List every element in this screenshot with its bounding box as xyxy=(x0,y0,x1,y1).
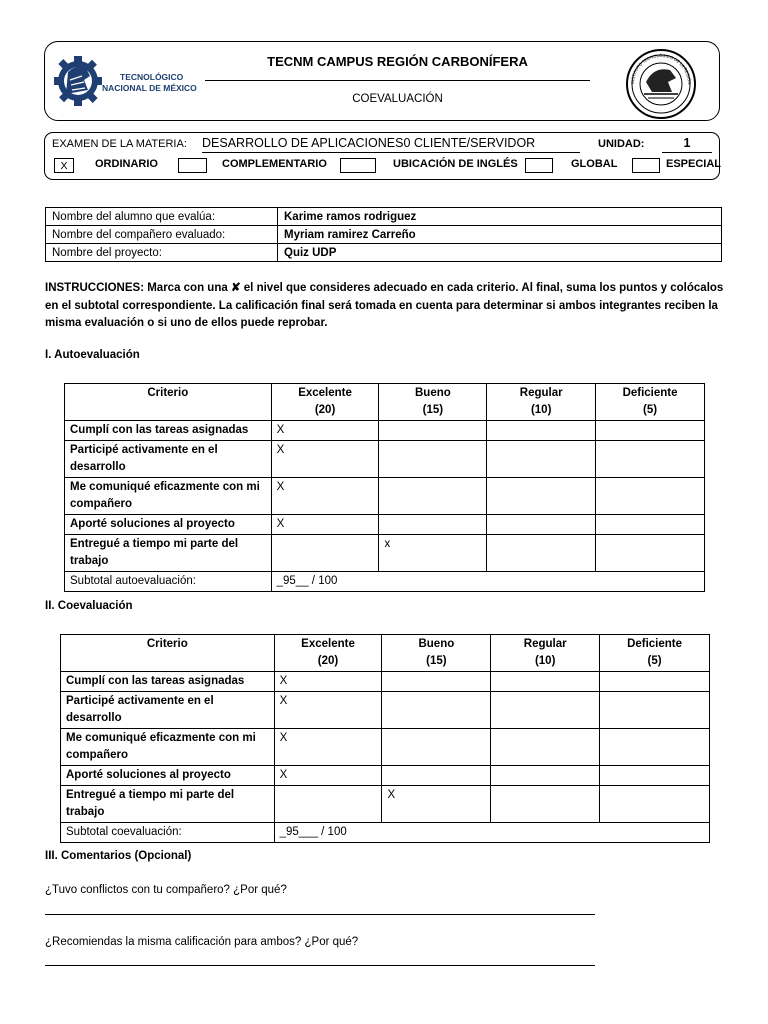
table-header-row xyxy=(61,635,710,672)
info-label: Nombre del proyecto: xyxy=(46,244,278,262)
ordinario-label: ORDINARIO xyxy=(95,158,158,170)
especial-label: ESPECIAL xyxy=(666,158,722,170)
table-row xyxy=(61,672,710,692)
question-same-grade: ¿Recomiendas la misma calificación para ambos? ¿Por qué? xyxy=(45,936,359,948)
self-eval-title: I. Autoevaluación xyxy=(45,349,140,361)
self-eval-table xyxy=(64,383,705,592)
unit-value: 1 xyxy=(683,136,691,150)
column-header: Deficiente (5) xyxy=(596,384,705,421)
rating-cell[interactable] xyxy=(600,729,710,766)
complementario-checkbox[interactable] xyxy=(178,158,207,173)
rating-cell[interactable] xyxy=(382,672,491,692)
institution-seal xyxy=(624,48,698,120)
rating-cell[interactable] xyxy=(274,786,382,823)
table-row xyxy=(61,786,710,823)
rating-cell[interactable] xyxy=(491,766,600,786)
ubicacion-ingles-checkbox[interactable] xyxy=(340,158,376,173)
column-header: Deficiente (5) xyxy=(600,635,710,672)
criterion-cell: Participé activamente en el desarrollo xyxy=(61,692,275,729)
global-checkbox[interactable] xyxy=(525,158,553,173)
rating-cell[interactable] xyxy=(382,766,491,786)
logo-text-line1: TECNOLÓGICO xyxy=(120,72,184,82)
table-row xyxy=(61,692,710,729)
rating-cell[interactable] xyxy=(600,766,710,786)
rating-cell[interactable] xyxy=(596,421,705,441)
rating-cell[interactable]: X xyxy=(274,692,382,729)
rating-cell[interactable] xyxy=(382,729,491,766)
especial-checkbox[interactable] xyxy=(632,158,660,173)
rating-cell[interactable] xyxy=(382,692,491,729)
table-row xyxy=(46,226,722,244)
rating-cell[interactable] xyxy=(379,478,487,515)
rating-cell[interactable] xyxy=(379,421,487,441)
table-row xyxy=(65,421,705,441)
table-row xyxy=(65,441,705,478)
rating-cell[interactable]: X xyxy=(274,729,382,766)
table-row xyxy=(65,478,705,515)
column-header: Criterio xyxy=(61,635,275,672)
rating-cell[interactable]: X xyxy=(271,441,379,478)
table-row xyxy=(46,244,722,262)
rating-cell[interactable] xyxy=(596,478,705,515)
rating-cell[interactable]: X xyxy=(271,515,379,535)
rating-cell[interactable] xyxy=(596,535,705,572)
rating-cell[interactable]: X xyxy=(271,478,379,515)
instructions-part2: el nivel que consideres adecuado en cada criterio. Al final, suma los puntos y colócalos en el subtotal correspondiente. La calificación final será tomada en cuenta para determinar si ambos integrantes reciben la misma evaluación o si uno de ellos puede reprobar. xyxy=(45,282,724,329)
ordinario-checkbox[interactable]: X xyxy=(54,158,74,173)
seal-text: INSTITUTO TECNOLÓGICO DE LA REGIÓN xyxy=(629,52,693,85)
table-row xyxy=(65,515,705,535)
peer-eval-table xyxy=(60,634,710,843)
info-label: Nombre del compañero evaluado: xyxy=(46,226,278,244)
exam-subject: DESARROLLO DE APLICACIONES0 CLIENTE/SERVIDOR xyxy=(202,136,536,150)
criterion-cell: Aporté soluciones al proyecto xyxy=(61,766,275,786)
rating-cell[interactable] xyxy=(600,692,710,729)
criterion-cell: Me comuniqué eficazmente con mi compañero xyxy=(61,729,275,766)
peer-subtotal-value[interactable]: _95___ / 100 xyxy=(274,823,709,843)
rating-cell[interactable] xyxy=(491,786,600,823)
rating-cell[interactable] xyxy=(487,478,596,515)
rating-cell[interactable] xyxy=(600,786,710,823)
criterion-cell: Aporté soluciones al proyecto xyxy=(65,515,272,535)
rating-cell[interactable] xyxy=(596,441,705,478)
answer-line-conflicts[interactable] xyxy=(45,914,595,915)
rating-cell[interactable] xyxy=(600,672,710,692)
school-name: TECNM CAMPUS REGIÓN CARBONÍFERA xyxy=(267,54,528,69)
unit-label: UNIDAD: xyxy=(598,138,645,150)
peer-eval-title: II. Coevaluación xyxy=(45,600,133,612)
rating-cell[interactable] xyxy=(491,692,600,729)
evaluator-name[interactable]: Karime ramos rodriguez xyxy=(278,208,722,226)
table-row xyxy=(46,208,722,226)
unit-underline xyxy=(662,152,712,153)
table-row xyxy=(61,766,710,786)
table-row xyxy=(65,535,705,572)
subject-underline xyxy=(202,152,580,153)
column-header: Regular (10) xyxy=(491,635,600,672)
global-label: GLOBAL xyxy=(571,158,618,170)
logo-text-line2: NACIONAL DE MÉXICO xyxy=(102,83,197,93)
rating-cell[interactable]: X xyxy=(274,672,382,692)
column-header: Criterio xyxy=(65,384,272,421)
column-header: Bueno (15) xyxy=(382,635,491,672)
project-name[interactable]: Quiz UDP xyxy=(278,244,722,262)
criterion-cell: Participé activamente en el desarrollo xyxy=(65,441,272,478)
criterion-cell: Cumplí con las tareas asignadas xyxy=(65,421,272,441)
column-header: Excelente (20) xyxy=(271,384,379,421)
exam-label: EXAMEN DE LA MATERIA: xyxy=(52,138,187,150)
info-label: Nombre del alumno que evalúa: xyxy=(46,208,278,226)
student-info-table xyxy=(45,207,722,262)
rating-cell[interactable] xyxy=(487,535,596,572)
tecnm-logo xyxy=(54,50,199,112)
complementario-label: COMPLEMENTARIO xyxy=(222,158,327,170)
rating-cell[interactable] xyxy=(379,441,487,478)
column-header: Excelente (20) xyxy=(274,635,382,672)
rating-cell[interactable]: x xyxy=(379,535,487,572)
rating-cell[interactable] xyxy=(596,515,705,535)
criterion-cell: Cumplí con las tareas asignadas xyxy=(61,672,275,692)
header-rule xyxy=(205,80,590,81)
comments-title: III. Comentarios (Opcional) xyxy=(45,850,192,862)
subtotal-row xyxy=(61,823,710,843)
rating-cell[interactable] xyxy=(487,421,596,441)
rating-cell[interactable]: X xyxy=(274,766,382,786)
rating-cell[interactable] xyxy=(491,729,600,766)
subtotal-row xyxy=(65,572,705,592)
self-subtotal-value[interactable]: _95__ / 100 xyxy=(271,572,704,592)
ubicacion-ingles-label: UBICACIÓN DE INGLÉS xyxy=(393,158,518,170)
subtotal-label: Subtotal coevaluación: xyxy=(61,823,275,843)
question-conflicts: ¿Tuvo conflictos con tu compañero? ¿Por qué? xyxy=(45,884,287,896)
table-header-row xyxy=(65,384,705,421)
column-header: Bueno (15) xyxy=(379,384,487,421)
rating-cell[interactable]: X xyxy=(271,421,379,441)
subtotal-label: Subtotal autoevaluación: xyxy=(65,572,272,592)
criterion-cell: Entregué a tiempo mi parte del trabajo xyxy=(65,535,272,572)
answer-line-same-grade[interactable] xyxy=(45,965,595,966)
rating-cell[interactable] xyxy=(271,535,379,572)
column-header: Regular (10) xyxy=(487,384,596,421)
cross-mark-icon: ✘ xyxy=(230,282,241,294)
criterion-cell: Me comuniqué eficazmente con mi compañero xyxy=(65,478,272,515)
rating-cell[interactable] xyxy=(491,672,600,692)
rating-cell[interactable] xyxy=(487,515,596,535)
rating-cell[interactable] xyxy=(487,441,596,478)
rating-cell[interactable] xyxy=(379,515,487,535)
instructions xyxy=(45,280,725,333)
rating-cell[interactable]: X xyxy=(382,786,491,823)
instructions-part1: INSTRUCCIONES: Marca con una xyxy=(45,282,231,294)
evaluated-partner-name[interactable]: Myriam ramirez Carreño xyxy=(278,226,722,244)
document-title: COEVALUACIÓN xyxy=(352,93,443,105)
table-row xyxy=(61,729,710,766)
criterion-cell: Entregué a tiempo mi parte del trabajo xyxy=(61,786,275,823)
